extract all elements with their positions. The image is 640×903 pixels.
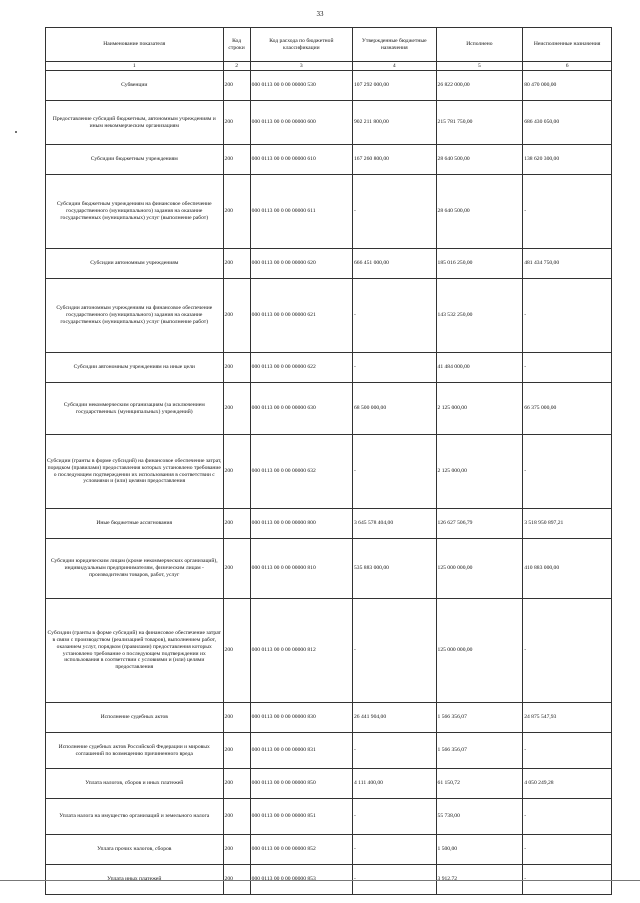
row-unexecuted: 138 620 300,00 bbox=[523, 145, 612, 175]
column-number: 2 bbox=[223, 62, 250, 71]
row-unexecuted: - bbox=[523, 733, 612, 769]
scan-speck bbox=[15, 131, 17, 133]
row-kbk: 000 0113 00 0 00 00000 851 bbox=[250, 799, 352, 835]
row-unexecuted: 24 875 547,93 bbox=[523, 703, 612, 733]
table-row bbox=[46, 703, 612, 733]
row-executed: 143 532 250,00 bbox=[436, 279, 523, 353]
row-name: Предоставление субсидий бюджетным, автономным учреждениям и иным некоммерческим организациям bbox=[46, 101, 224, 145]
row-kbk: 000 0113 00 0 00 00000 620 bbox=[250, 249, 352, 279]
table-row bbox=[46, 835, 612, 865]
row-executed: 2 125 000,00 bbox=[436, 383, 523, 435]
row-code: 200 bbox=[223, 101, 250, 145]
row-executed: 1 566 356,07 bbox=[436, 703, 523, 733]
row-executed: 55 738,00 bbox=[436, 799, 523, 835]
row-approved: - bbox=[352, 865, 436, 895]
row-name: Исполнение судебных актов Российской Федерации и мировых соглашений по возмещению причиненного вреда bbox=[46, 733, 224, 769]
row-unexecuted: - bbox=[523, 599, 612, 703]
row-kbk: 000 0113 00 0 00 00000 830 bbox=[250, 703, 352, 733]
row-unexecuted: 3 518 950 897,21 bbox=[523, 509, 612, 539]
table-row bbox=[46, 101, 612, 145]
row-unexecuted: 66 375 000,00 bbox=[523, 383, 612, 435]
row-executed: 41 484 000,00 bbox=[436, 353, 523, 383]
row-executed: 28 640 500,00 bbox=[436, 175, 523, 249]
row-code: 200 bbox=[223, 145, 250, 175]
table-row bbox=[46, 145, 612, 175]
row-approved: - bbox=[352, 279, 436, 353]
table-row bbox=[46, 435, 612, 509]
row-name: Исполнение судебных актов bbox=[46, 703, 224, 733]
row-executed: 2 125 000,00 bbox=[436, 435, 523, 509]
table-row bbox=[46, 509, 612, 539]
page-number: 33 bbox=[316, 10, 324, 18]
row-executed: 185 016 250,00 bbox=[436, 249, 523, 279]
row-approved: 167 260 800,00 bbox=[352, 145, 436, 175]
row-executed: 215 781 750,00 bbox=[436, 101, 523, 145]
row-code: 200 bbox=[223, 249, 250, 279]
row-name: Субсидии бюджетным учреждениям на финансовое обеспечение государственного (муниципального) задания на оказание государственных (муниципальных) услуг (выполнение работ) bbox=[46, 175, 224, 249]
budget-execution-table bbox=[45, 27, 612, 895]
table-row bbox=[46, 279, 612, 353]
row-unexecuted: - bbox=[523, 435, 612, 509]
row-unexecuted: 80 470 000,00 bbox=[523, 71, 612, 101]
row-kbk: 000 0113 00 0 00 00000 810 bbox=[250, 539, 352, 599]
row-unexecuted: - bbox=[523, 279, 612, 353]
row-code: 200 bbox=[223, 799, 250, 835]
row-code: 200 bbox=[223, 353, 250, 383]
table-row bbox=[46, 733, 612, 769]
row-unexecuted: - bbox=[523, 353, 612, 383]
row-unexecuted: 410 883 000,00 bbox=[523, 539, 612, 599]
row-name: Иные бюджетные ассигнования bbox=[46, 509, 224, 539]
table-row bbox=[46, 249, 612, 279]
row-code: 200 bbox=[223, 383, 250, 435]
row-code: 200 bbox=[223, 703, 250, 733]
row-approved: - bbox=[352, 799, 436, 835]
row-executed: 125 000 000,00 bbox=[436, 599, 523, 703]
row-approved: 535 883 000,00 bbox=[352, 539, 436, 599]
row-unexecuted: - bbox=[523, 799, 612, 835]
row-approved: 3 645 578 404,00 bbox=[352, 509, 436, 539]
table-row bbox=[46, 71, 612, 101]
row-name: Субвенции bbox=[46, 71, 224, 101]
row-approved: - bbox=[352, 733, 436, 769]
row-unexecuted: - bbox=[523, 175, 612, 249]
row-approved: - bbox=[352, 835, 436, 865]
row-name: Уплата прочих налогов, сборов bbox=[46, 835, 224, 865]
table-row bbox=[46, 599, 612, 703]
table-header-row bbox=[46, 28, 612, 62]
header-kbk: Код расхода по бюджетной классификации bbox=[250, 28, 352, 62]
row-approved: - bbox=[352, 599, 436, 703]
row-name: Субсидии автономным учреждениям на финансовое обеспечение государственного (муниципального) задания на оказание государственных (муниципальных) услуг (выполнение работ) bbox=[46, 279, 224, 353]
table-row bbox=[46, 799, 612, 835]
table-row bbox=[46, 353, 612, 383]
row-kbk: 000 0113 00 0 00 00000 530 bbox=[250, 71, 352, 101]
row-code: 200 bbox=[223, 279, 250, 353]
row-approved: 902 211 800,00 bbox=[352, 101, 436, 145]
row-kbk: 000 0113 00 0 00 00000 621 bbox=[250, 279, 352, 353]
header-unexecuted: Неисполненные назначения bbox=[523, 28, 612, 62]
row-code: 200 bbox=[223, 435, 250, 509]
row-name: Субсидии автономным учреждениям bbox=[46, 249, 224, 279]
row-name: Уплата налога на имущество организаций и земельного налога bbox=[46, 799, 224, 835]
row-name: Субсидии (гранты в форме субсидий) на финансовое обеспечение затрат в связи с производством (реализацией товаров), выполнением работ, оказанием услуг, порядком (правилами) предоставления которых установлено требование о последующем подтверждении их использования в соответствии с условиями и (или) целями предоставления bbox=[46, 599, 224, 703]
row-approved: 4 111 400,00 bbox=[352, 769, 436, 799]
column-number: 4 bbox=[352, 62, 436, 71]
header-approved: Утвержденные бюджетные назначения bbox=[352, 28, 436, 62]
row-kbk: 000 0113 00 0 00 00000 852 bbox=[250, 835, 352, 865]
row-name: Субсидии бюджетным учреждениям bbox=[46, 145, 224, 175]
row-kbk: 000 0113 00 0 00 00000 630 bbox=[250, 383, 352, 435]
row-approved: - bbox=[352, 175, 436, 249]
row-unexecuted: - bbox=[523, 835, 612, 865]
row-approved: 26 441 904,00 bbox=[352, 703, 436, 733]
row-kbk: 000 0113 00 0 00 00000 611 bbox=[250, 175, 352, 249]
row-executed: 126 627 506,79 bbox=[436, 509, 523, 539]
row-approved: 107 292 000,00 bbox=[352, 71, 436, 101]
row-kbk: 000 0113 00 0 00 00000 632 bbox=[250, 435, 352, 509]
row-unexecuted: 686 430 050,00 bbox=[523, 101, 612, 145]
row-kbk: 000 0113 00 0 00 00000 812 bbox=[250, 599, 352, 703]
row-name: Субсидии юридическим лицам (кроме некоммерческих организаций), индивидуальным предпринимателям, физическим лицам - производителям товаров, работ, услуг bbox=[46, 539, 224, 599]
row-code: 200 bbox=[223, 539, 250, 599]
row-kbk: 000 0113 00 0 00 00000 831 bbox=[250, 733, 352, 769]
row-unexecuted: 4 050 249,28 bbox=[523, 769, 612, 799]
row-executed: 1 566 356,07 bbox=[436, 733, 523, 769]
row-executed: 3 912,72 bbox=[436, 865, 523, 895]
row-executed: 125 000 000,00 bbox=[436, 539, 523, 599]
page-bottom-rule bbox=[0, 880, 640, 881]
row-kbk: 000 0113 00 0 00 00000 610 bbox=[250, 145, 352, 175]
row-kbk: 000 0113 00 0 00 00000 850 bbox=[250, 769, 352, 799]
row-code: 200 bbox=[223, 71, 250, 101]
row-unexecuted: 481 434 750,00 bbox=[523, 249, 612, 279]
table-row bbox=[46, 175, 612, 249]
column-number: 5 bbox=[436, 62, 523, 71]
column-number: 3 bbox=[250, 62, 352, 71]
row-code: 200 bbox=[223, 835, 250, 865]
row-executed: 28 640 500,00 bbox=[436, 145, 523, 175]
row-code: 200 bbox=[223, 175, 250, 249]
table-row bbox=[46, 539, 612, 599]
row-code: 200 bbox=[223, 733, 250, 769]
row-kbk: 000 0113 00 0 00 00000 800 bbox=[250, 509, 352, 539]
header-code: Код строки bbox=[223, 28, 250, 62]
row-name: Субсидии автономным учреждениям на иные цели bbox=[46, 353, 224, 383]
row-name: Субсидии некоммерческим организациям (за исключением государственных (муниципальных) учреждений) bbox=[46, 383, 224, 435]
row-approved: - bbox=[352, 435, 436, 509]
row-approved: 666 451 000,00 bbox=[352, 249, 436, 279]
row-name: Уплата налогов, сборов и иных платежей bbox=[46, 769, 224, 799]
column-number: 1 bbox=[46, 62, 224, 71]
row-kbk: 000 0113 00 0 00 00000 853 bbox=[250, 865, 352, 895]
header-executed: Исполнено bbox=[436, 28, 523, 62]
row-code: 200 bbox=[223, 599, 250, 703]
row-code: 200 bbox=[223, 865, 250, 895]
column-number: 6 bbox=[523, 62, 612, 71]
row-code: 200 bbox=[223, 509, 250, 539]
row-approved: - bbox=[352, 353, 436, 383]
row-name: Уплата иных платежей bbox=[46, 865, 224, 895]
table-row bbox=[46, 769, 612, 799]
table-row bbox=[46, 383, 612, 435]
header-name: Наименование показателя bbox=[46, 28, 224, 62]
row-executed: 61 150,72 bbox=[436, 769, 523, 799]
row-kbk: 000 0113 00 0 00 00000 600 bbox=[250, 101, 352, 145]
row-name: Субсидии (гранты в форме субсидий) на финансовое обеспечение затрат, порядком (правилами) предоставления которых установлено требование о последующем подтверждении их использования в соответствии с условиями и (или) целями предоставления bbox=[46, 435, 224, 509]
row-approved: 68 500 000,00 bbox=[352, 383, 436, 435]
row-executed: 26 822 000,00 bbox=[436, 71, 523, 101]
row-executed: 1 500,00 bbox=[436, 835, 523, 865]
column-number-row bbox=[46, 62, 612, 71]
row-kbk: 000 0113 00 0 00 00000 622 bbox=[250, 353, 352, 383]
row-unexecuted: - bbox=[523, 865, 612, 895]
row-code: 200 bbox=[223, 769, 250, 799]
